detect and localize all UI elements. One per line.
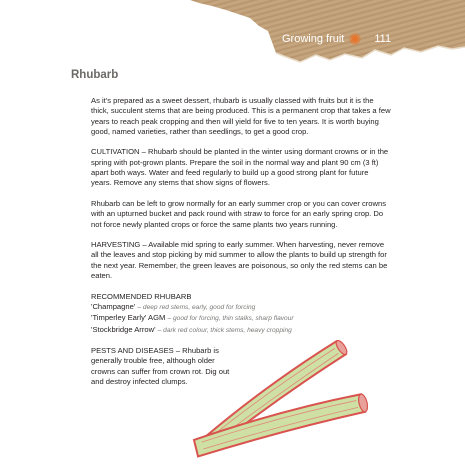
running-header — [282, 33, 391, 45]
variety-item — [91, 313, 391, 324]
variety-item — [91, 325, 391, 336]
forcing-paragraph: Rhubarb can be left to grow normally for an early summer crop or you can cover crowns with an upturned bucket and pack round with straw to force for an early spring crop. Do not force newly planted crops or force the same plants two years running. — [91, 198, 387, 229]
intro-paragraph: As it's prepared as a sweet dessert, rhubarb is usually classed with fruits but it is the thick, succulent stems that are being produced. This is a permanent crop that takes a few years to reach peak cropping and then will yield for five to ten years. It is worth buying good, named varieties, rather than seedlings, to get a good crop. — [91, 96, 391, 136]
variety-name: 'Stockbridge Arrow' — [91, 324, 156, 334]
orange-sunburst-icon — [349, 33, 361, 45]
rhubarb-stalks-illustration — [188, 340, 368, 460]
variety-description: – good for forcing, thin stalks, sharp flavour — [167, 315, 294, 323]
pests-paragraph: PESTS AND DISEASES – Rhubarb is generally trouble free, although older crowns can suffer from crown rot. Dig out and destroy infected clumps. — [91, 346, 230, 387]
harvesting-paragraph: HARVESTING – Available mid spring to early summer. When harvesting, never remove all the leaves and stop picking by mid summer to allow the plants to build up strength for the next year. Remember, the green leaves are poisonous, so only the red stems can be eaten. — [91, 240, 388, 281]
cultivation-paragraph: CULTIVATION – Rhubarb should be planted in the winter using dormant crowns or in the spring with pot-grown plants. Prepare the soil in the normal way and plant 90 cm (3 ft) apart both ways. Water and feed regularly to build up a good strong plant for future years. Remove any stems that show signs of flowers. — [91, 147, 389, 188]
variety-item — [91, 302, 391, 313]
recommended-heading: RECOMMENDED RHUBARB — [91, 291, 192, 301]
variety-description: – dark red colour, thick stems, heavy cropping — [157, 326, 292, 334]
variety-description: – deep red stems, early, good for forcing — [137, 303, 256, 311]
variety-name: 'Champagne' — [91, 301, 136, 311]
running-title: Growing fruit — [282, 33, 345, 45]
variety-name: 'Timperley Early' AGM — [91, 313, 166, 323]
page-number: 111 — [374, 33, 392, 45]
section-title: Rhubarb — [71, 69, 119, 81]
recommended-varieties — [91, 292, 391, 336]
